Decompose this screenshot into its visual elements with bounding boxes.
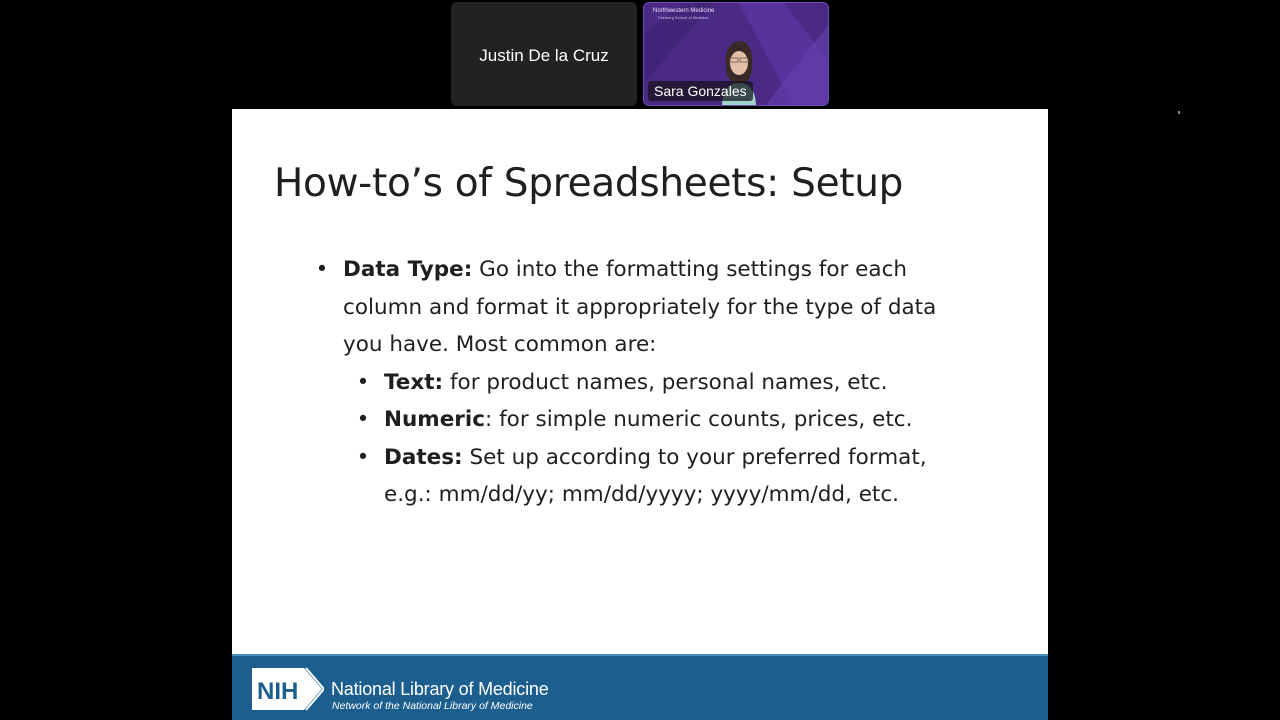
sub-bullet-label: Dates: (384, 444, 463, 470)
bullet-text-line: you have. Most common are: (343, 332, 657, 357)
sub-bullet-body: for product names, personal names, etc. (443, 369, 888, 395)
participant-tile-justin[interactable] (451, 2, 637, 106)
org-name: National Library of Medicine (331, 679, 549, 699)
bullet-marker: • (356, 407, 370, 432)
sub-bullet-label: Text: (384, 369, 444, 395)
org-subtitle: Network of the National Library of Medicine (332, 700, 533, 712)
bullet-data-type (315, 251, 983, 364)
sub-bullet-continuation: e.g.: mm/dd/yy; mm/dd/yyyy; yyyy/mm/dd, etc. (384, 482, 900, 507)
participant-name: Justin De la Cruz (479, 46, 609, 65)
sub-bullet-body: : for simple numeric counts, prices, etc. (485, 407, 913, 432)
participant-tile-sara[interactable] (643, 2, 829, 106)
bullet-text-line: column and format it appropriately for the type of data (343, 294, 937, 320)
sub-bullet-dates (356, 439, 983, 514)
bullet-marker: • (356, 369, 370, 395)
bullet-label: Data Type: (343, 257, 473, 282)
slide-content (315, 251, 983, 514)
mouse-cursor (1178, 111, 1180, 114)
bullet-marker: • (315, 257, 329, 282)
nih-badge-text: NIH (257, 678, 299, 705)
sub-bullet-numeric (356, 401, 983, 439)
org-logo: Northwestern Medicine (653, 8, 715, 14)
sub-bullet-list (356, 364, 983, 514)
participant-name: Sara Gonzales (648, 81, 753, 101)
slide-footer (232, 654, 1048, 720)
slide-title: How-to’s of Spreadsheets: Setup (274, 161, 904, 206)
shared-slide (232, 109, 1048, 720)
sub-bullet-body: Set up according to your preferred format, (462, 444, 927, 470)
nih-logo (252, 666, 324, 712)
bullet-marker: • (356, 444, 370, 470)
org-logo-subtitle: Feinberg School of Medicine (658, 15, 709, 20)
sub-bullet-label: Numeric (384, 407, 486, 432)
sub-bullet-text (356, 364, 983, 402)
bullet-text-line: Go into the formatting settings for each (472, 257, 908, 282)
